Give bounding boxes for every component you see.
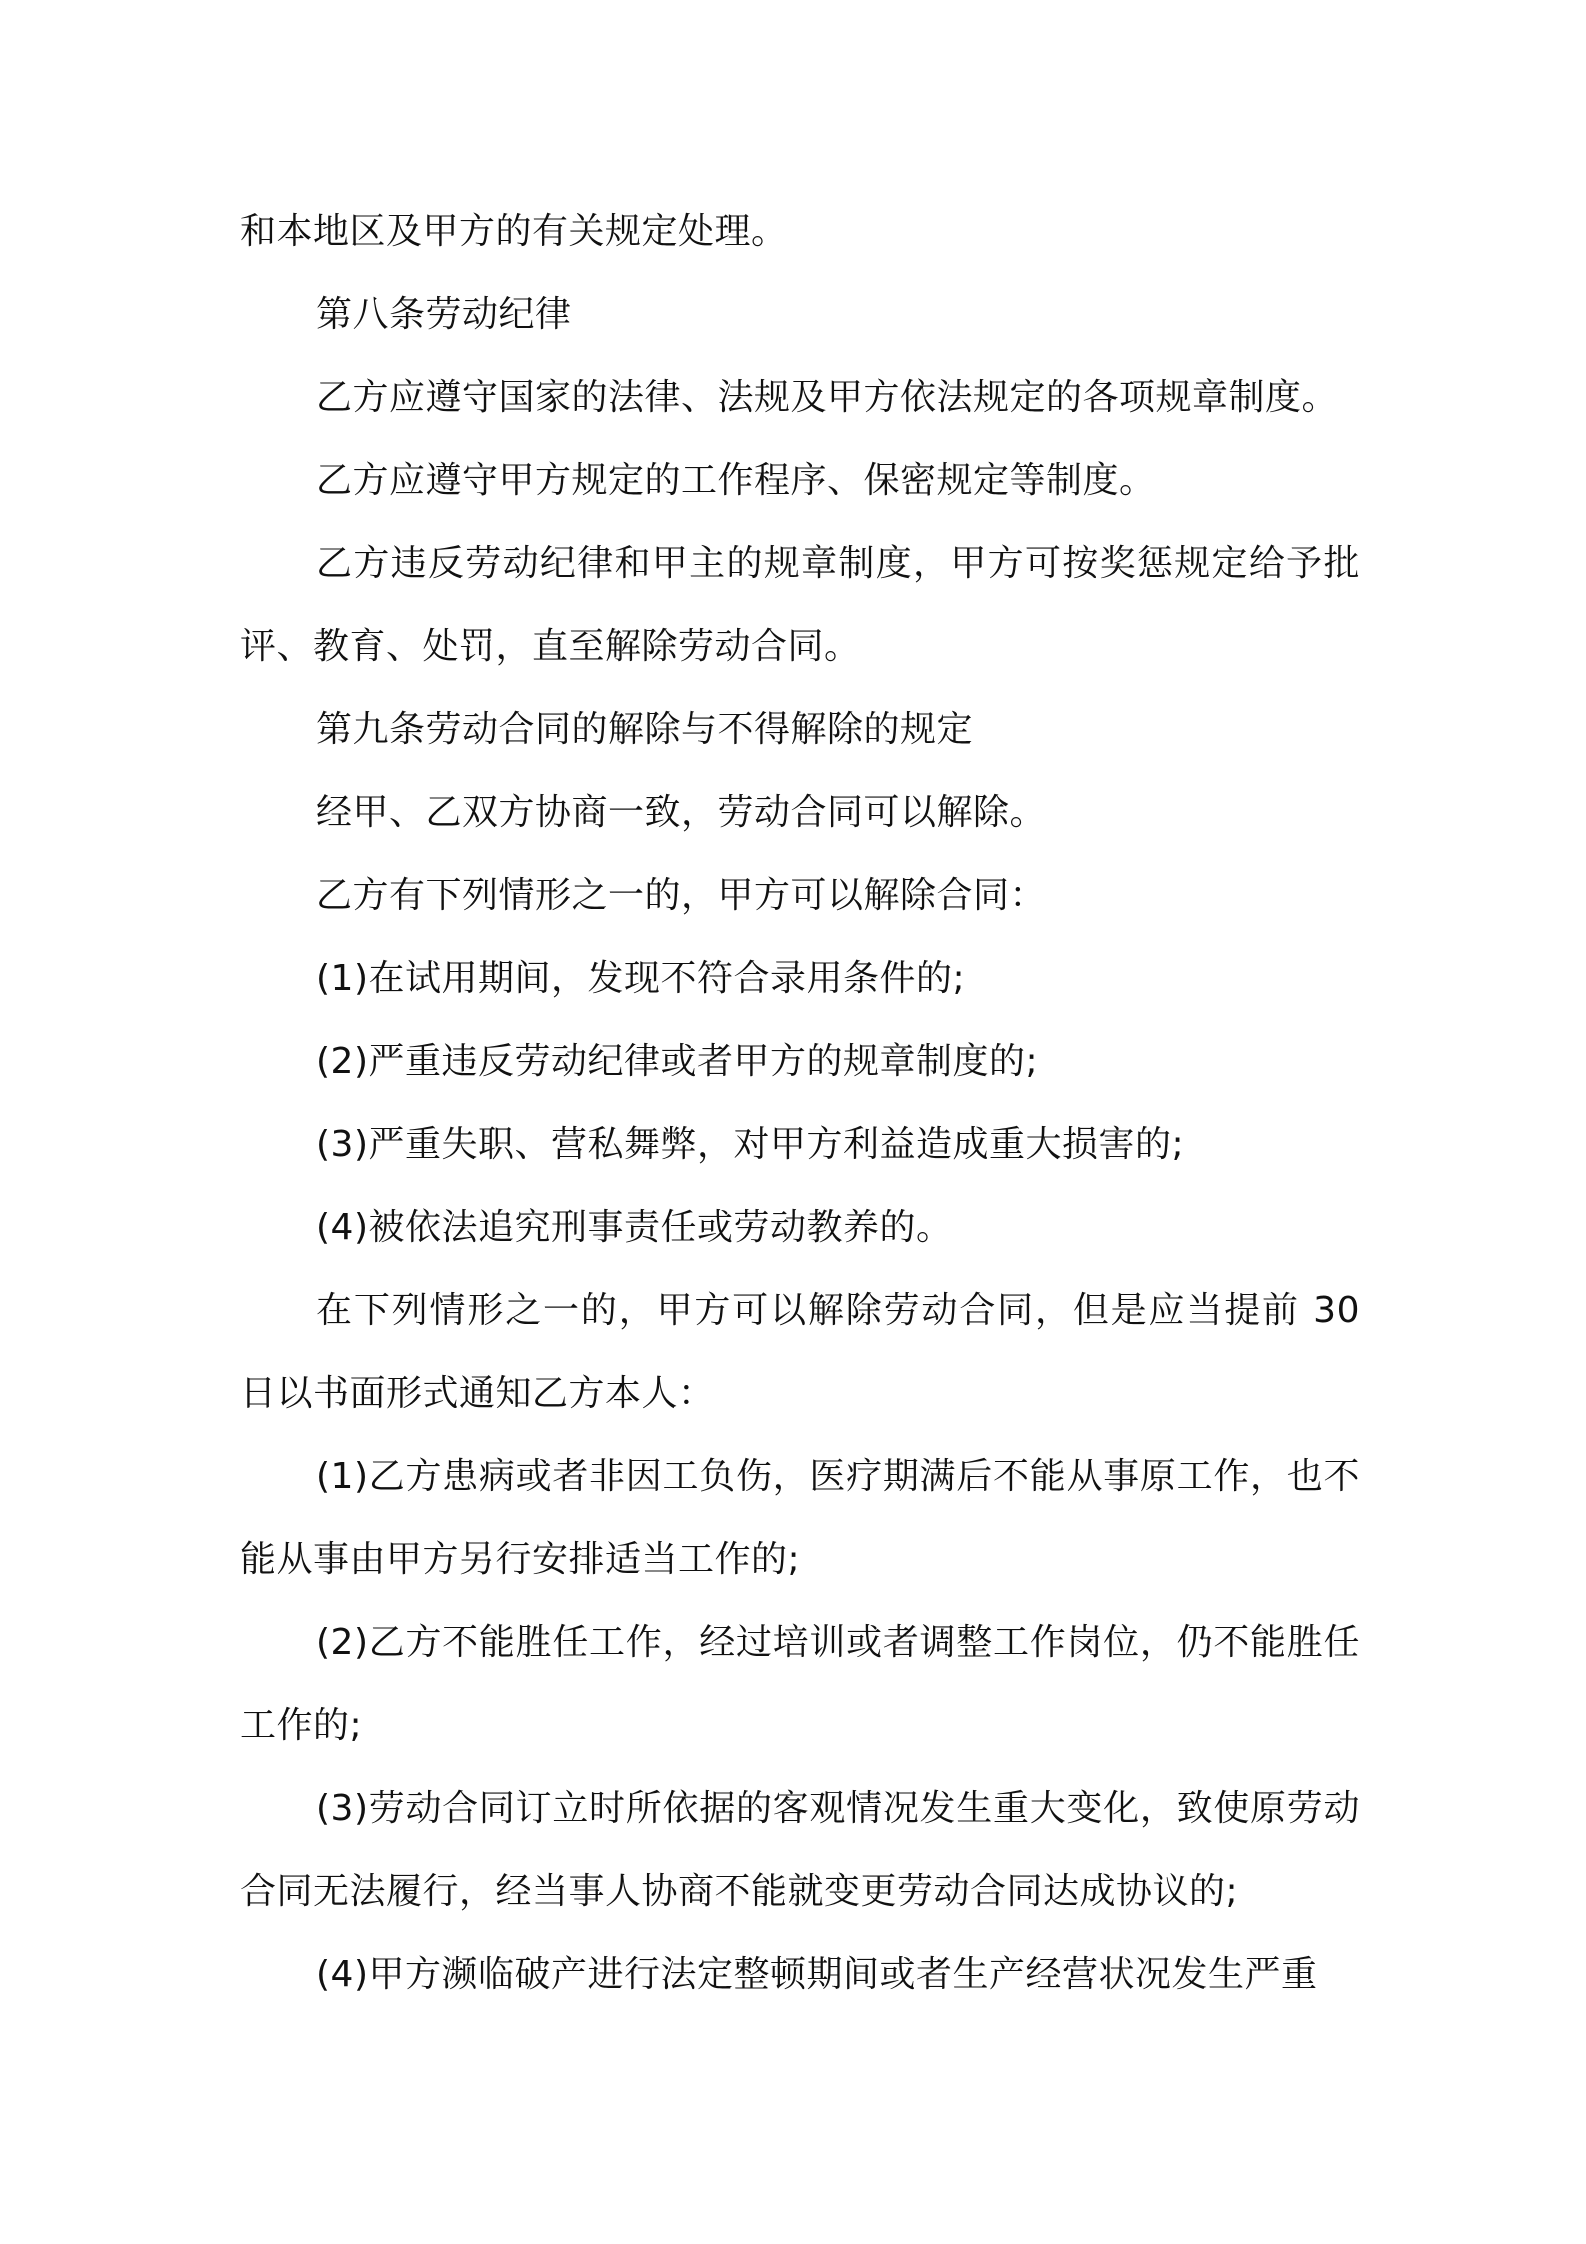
list-item: (2)严重违反劳动纪律或者甲方的规章制度的; (316, 1041, 1039, 1082)
paragraph: 在下列情形之一的，甲方可以解除劳动合同，但是应当提前 30 日以书面形式通知乙方本人： (240, 1290, 1372, 1414)
document-body (240, 190, 1372, 2016)
paragraph: 乙方违反劳动纪律和甲主的规章制度，甲方可按奖惩规定给予批评、教育、处罚，直至解除劳动合同。 (240, 543, 1360, 667)
list-item: (3)劳动合同订立时所依据的客观情况发生重大变化，致使原劳动合同无法履行，经当事人协商不能就变更劳动合同达成协议的; (240, 1788, 1360, 1912)
list-item: (4)甲方濒临破产进行法定整顿期间或者生产经营状况发生严重 (316, 1954, 1318, 1995)
list-item: (1)乙方患病或者非因工负伤，医疗期满后不能从事原工作，也不能从事由甲方另行安排适当工作的; (240, 1456, 1360, 1580)
paragraph: 乙方应遵守国家的法律、法规及甲方依法规定的各项规章制度。 (316, 377, 1339, 418)
paragraph: 乙方应遵守甲方规定的工作程序、保密规定等制度。 (316, 460, 1156, 501)
paragraph: 经甲、乙双方协商一致，劳动合同可以解除。 (316, 792, 1047, 833)
paragraph: 乙方有下列情形之一的，甲方可以解除合同： (316, 875, 1047, 916)
list-item: (1)在试用期间，发现不符合录用条件的; (316, 958, 966, 999)
list-item: (4)被依法追究刑事责任或劳动教养的。 (316, 1207, 953, 1248)
list-item: (3)严重失职、营私舞弊，对甲方利益造成重大损害的; (316, 1124, 1185, 1165)
list-item: (2)乙方不能胜任工作，经过培训或者调整工作岗位，仍不能胜任工作的; (240, 1622, 1360, 1746)
paragraph-continuation: 和本地区及甲方的有关规定处理。 (240, 211, 788, 252)
article-9-heading: 第九条劳动合同的解除与不得解除的规定 (316, 709, 974, 750)
article-8-heading: 第八条劳动纪律 (316, 294, 572, 335)
